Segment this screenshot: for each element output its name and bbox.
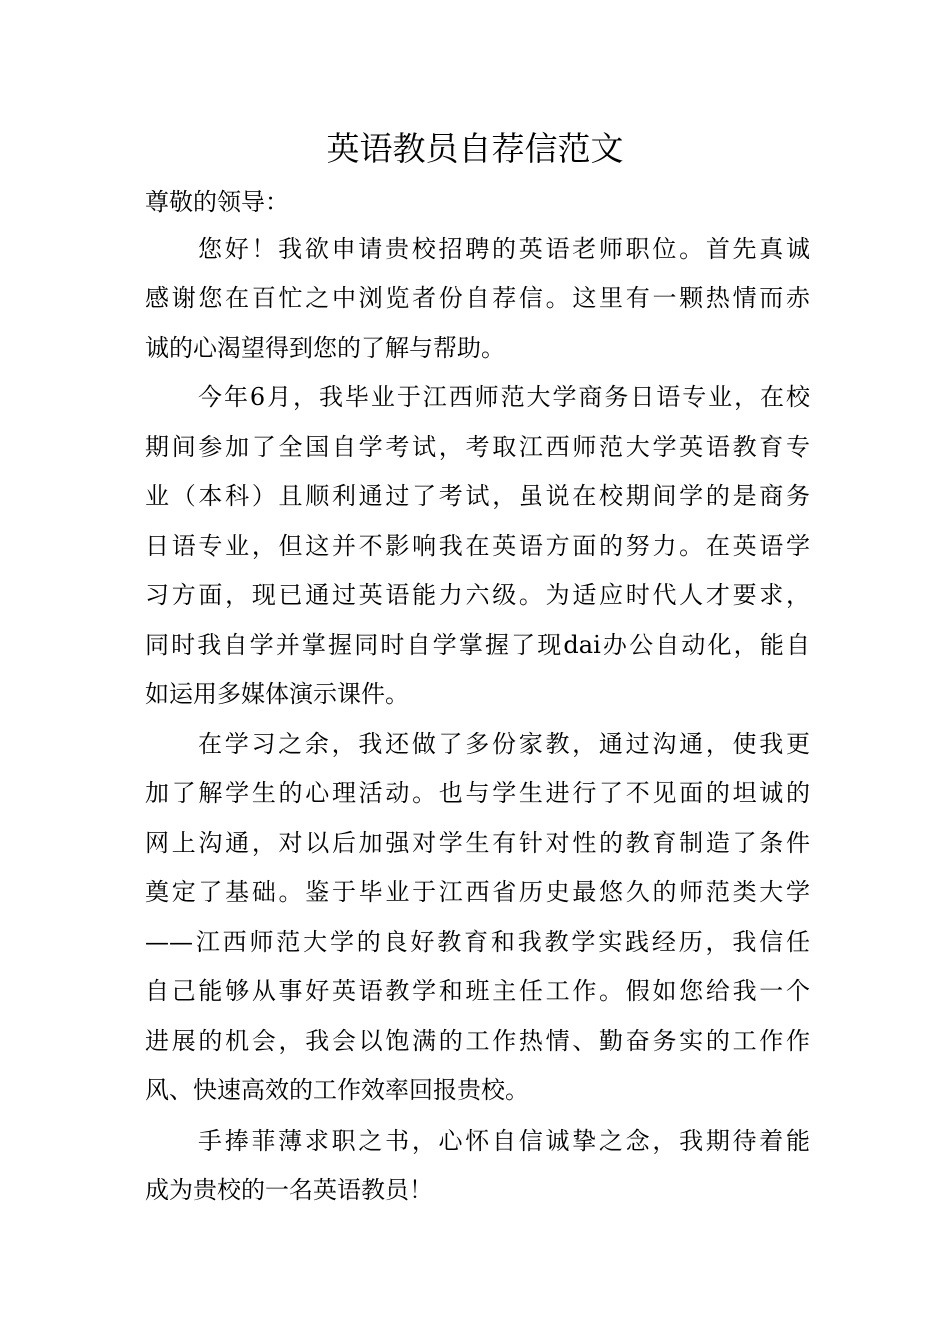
paragraph-2-line-2: 期间参加了全国自学考试，考取江西师范大学英语教育专 (145, 433, 810, 461)
paragraph-1-line-2: 感谢您在百忙之中浏览者份自荐信。这里有一颗热情而赤 (145, 284, 810, 312)
paragraph-3-line-6: 自己能够从事好英语教学和班主任工作。假如您给我一个 (145, 977, 810, 1005)
paragraph-3-line-1: 在学习之余，我还做了多份家教，通过沟通，使我更 (198, 730, 810, 758)
paragraph-3-line-5: ——江西师范大学的良好教育和我教学实践经历，我信任 (145, 928, 810, 956)
paragraph-3-line-8: 风、快速高效的工作效率回报贵校。 (145, 1076, 529, 1104)
paragraph-3-line-3: 网上沟通，对以后加强对学生有针对性的教育制造了条件 (145, 829, 810, 857)
greeting-line: 尊敬的领导： (145, 188, 289, 216)
paragraph-2-line-1: 今年6月，我毕业于江西师范大学商务日语专业，在校 (198, 383, 810, 411)
paragraph-1-line-3: 诚的心渴望得到您的了解与帮助。 (145, 334, 505, 362)
paragraph-3-line-4: 奠定了基础。鉴于毕业于江西省历史最悠久的师范类大学 (145, 878, 810, 906)
paragraph-2-line-3: 业（本科）且顺利通过了考试，虽说在校期间学的是商务 (145, 482, 810, 510)
paragraph-3-line-7: 进展的机会，我会以饱满的工作热情、勤奋务实的工作作 (145, 1027, 810, 1055)
paragraph-4-line-1: 手捧菲薄求职之书，心怀自信诚挚之念，我期待着能 (198, 1127, 810, 1155)
paragraph-2-line-7: 如运用多媒体演示课件。 (145, 680, 409, 708)
paragraph-2-line-6: 同时我自学并掌握同时自学掌握了现dai办公自动化，能自 (145, 631, 810, 659)
paragraph-3-line-2: 加了解学生的心理活动。也与学生进行了不见面的坦诚的 (145, 779, 810, 807)
document-title: 英语教员自荐信范文 (326, 129, 624, 168)
paragraph-4-line-2: 成为贵校的一名英语教员！ (145, 1176, 433, 1204)
paragraph-2-line-4: 日语专业，但这并不影响我在英语方面的努力。在英语学 (145, 532, 810, 560)
paragraph-2-line-5: 习方面，现已通过英语能力六级。为适应时代人才要求， (145, 581, 810, 609)
paragraph-1-line-1: 您好！我欲申请贵校招聘的英语老师职位。首先真诚 (198, 235, 810, 263)
